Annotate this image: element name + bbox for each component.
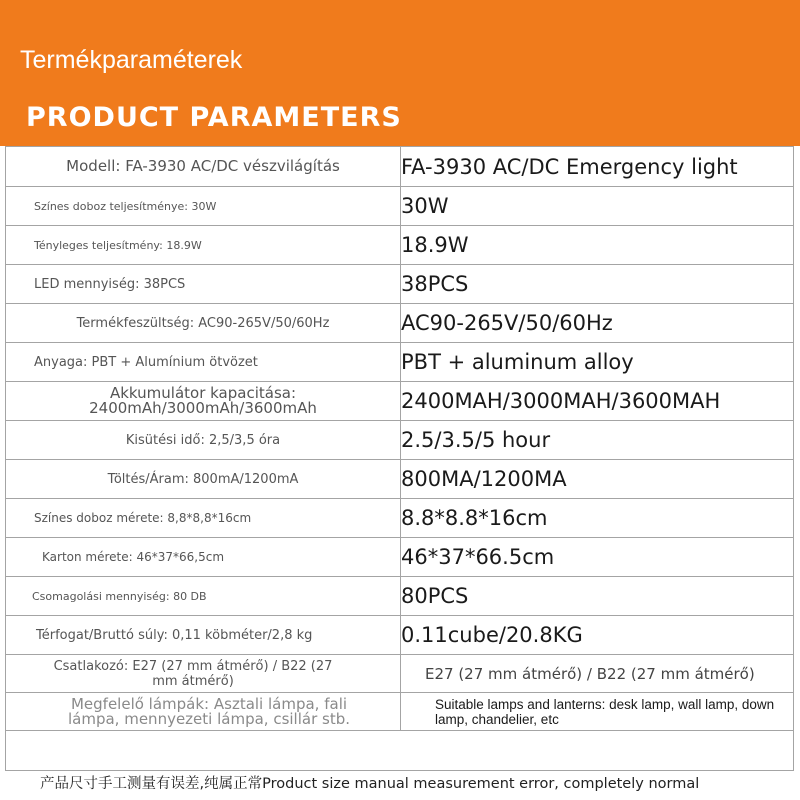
table-row: [6, 226, 794, 265]
param-value-en: FA-3930 AC/DC Emergency light: [401, 147, 794, 187]
table-row: [6, 304, 794, 343]
title-english: PRODUCT PARAMETERS: [26, 102, 402, 133]
empty-cell: [6, 731, 794, 771]
footer-note: 产品尺寸手工测量有误差,纯属正常Product size manual measurement error, completely normal: [40, 776, 700, 792]
table-row: [6, 147, 794, 187]
param-value-en: 800MA/1200MA: [401, 460, 794, 499]
table-row: [6, 187, 794, 226]
param-label-hu: Anyaga: PBT + Alumínium ötvözet: [6, 343, 401, 382]
param-label-hu: Karton mérete: 46*37*66,5cm: [6, 538, 401, 577]
table-row: [6, 265, 794, 304]
table-row: [6, 343, 794, 382]
param-value-en: E27 (27 mm átmérő) / B22 (27 mm átmérő): [401, 655, 794, 693]
param-label-hu: Színes doboz mérete: 8,8*8,8*16cm: [6, 499, 401, 538]
param-label-hu: Csomagolási mennyiség: 80 DB: [6, 577, 401, 616]
param-label-hu: LED mennyiség: 38PCS: [6, 265, 401, 304]
param-value-en: 30W: [401, 187, 794, 226]
param-value-en: 18.9W: [401, 226, 794, 265]
param-label-hu: Térfogat/Bruttó súly: 0,11 köbméter/2,8 kg: [6, 616, 401, 655]
param-value-en: 2400MAH/3000MAH/3600MAH: [401, 382, 794, 421]
title-hungarian: Termékparaméterek: [20, 46, 243, 74]
param-label-hu: Akkumulátor kapacitása: 2400mAh/3000mAh/3600mAh: [6, 382, 401, 421]
header-banner: [0, 0, 800, 146]
table-row-empty: [6, 731, 794, 771]
param-value-en: Suitable lamps and lanterns: desk lamp, wall lamp, down lamp, chandelier, etc: [401, 693, 794, 731]
param-label-hu: Modell: FA-3930 AC/DC vészvilágítás: [6, 147, 401, 187]
table-row: [6, 693, 794, 731]
param-value-en: 0.11cube/20.8KG: [401, 616, 794, 655]
param-label-hu: Termékfeszültség: AC90-265V/50/60Hz: [6, 304, 401, 343]
param-value-en: 38PCS: [401, 265, 794, 304]
param-value-en: 2.5/3.5/5 hour: [401, 421, 794, 460]
param-value-en: 46*37*66.5cm: [401, 538, 794, 577]
param-label-hu: Töltés/Áram: 800mA/1200mA: [6, 460, 401, 499]
param-label-hu: Színes doboz teljesítménye: 30W: [6, 187, 401, 226]
table-row: [6, 538, 794, 577]
param-label-hu: Megfelelő lámpák: Asztali lámpa, fali lámpa, mennyezeti lámpa, csillár stb.: [6, 693, 401, 731]
param-label-hu: Tényleges teljesítmény: 18.9W: [6, 226, 401, 265]
table-row: [6, 460, 794, 499]
parameters-table: [5, 146, 794, 771]
param-value-en: 8.8*8.8*16cm: [401, 499, 794, 538]
param-value-en: 80PCS: [401, 577, 794, 616]
param-value-en: AC90-265V/50/60Hz: [401, 304, 794, 343]
param-value-en: PBT + aluminum alloy: [401, 343, 794, 382]
table-row: [6, 655, 794, 693]
table-row: [6, 577, 794, 616]
param-label-hu: Kisütési idő: 2,5/3,5 óra: [6, 421, 401, 460]
table-row: [6, 499, 794, 538]
table-row: [6, 616, 794, 655]
param-label-hu: Csatlakozó: E27 (27 mm átmérő) / B22 (27 mm átmérő): [6, 655, 401, 693]
table-row: [6, 382, 794, 421]
table-row: [6, 421, 794, 460]
